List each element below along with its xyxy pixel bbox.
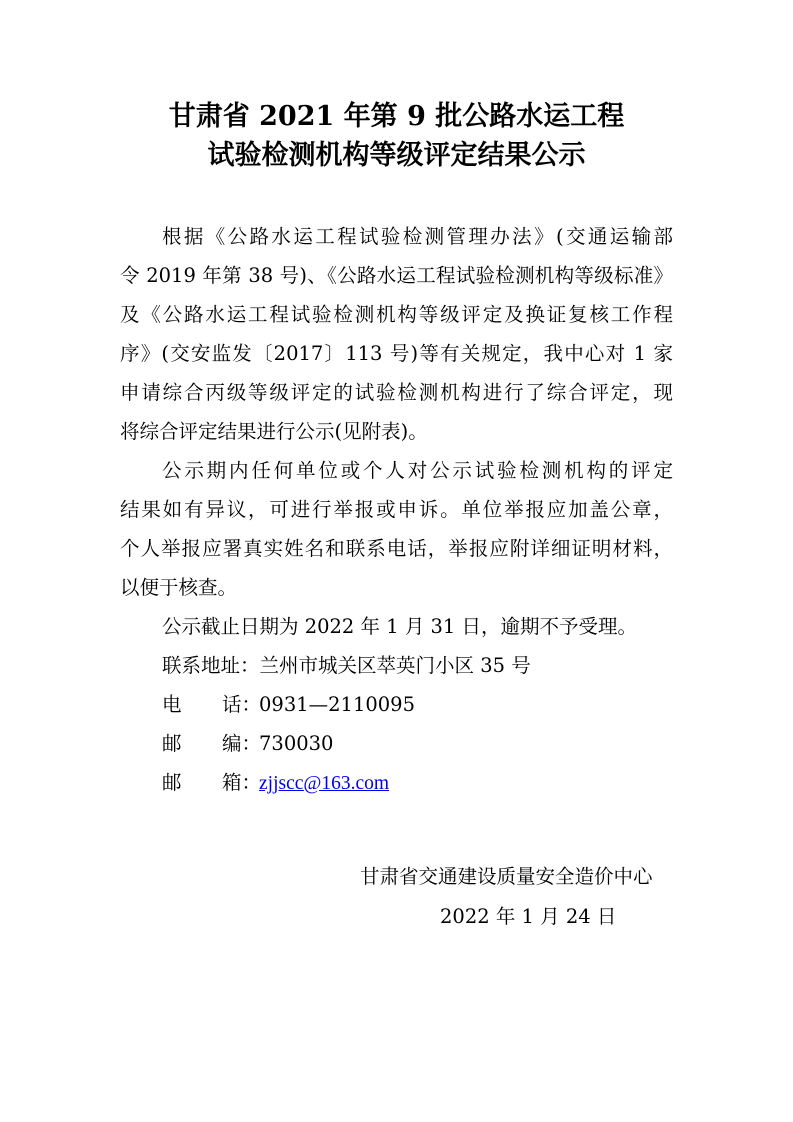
address-label: 联系地址： bbox=[162, 654, 260, 677]
paragraph-2-line: 个人举报应署真实姓名和联系电话，举报应附详细证明材料， bbox=[120, 537, 673, 560]
phone-row bbox=[162, 691, 415, 718]
deadline-text: 公示截止日期为 2022 年 1 月 31 日，逾期不予受理。 bbox=[162, 615, 638, 638]
paragraph-2-line: 公示期内任何单位或个人对公示试验检测机构的评定 bbox=[162, 459, 673, 482]
phone-value: 0931—2110095 bbox=[259, 693, 415, 716]
postcode-value: 730030 bbox=[259, 732, 334, 755]
page-title-line-2: 试验检测机构等级评定结果公示 bbox=[207, 140, 586, 171]
paragraph-1-line: 申请综合丙级等级评定的试验检测机构进行了综合评定，现 bbox=[120, 381, 673, 404]
paragraph-1-line: 及《公路水运工程试验检测机构等级评定及换证复核工作程 bbox=[120, 303, 673, 326]
email-label-a: 邮 bbox=[162, 771, 182, 794]
page-title-line-1: 甘肃省 2021 年第 9 批公路水运工程 bbox=[168, 101, 625, 132]
phone-label-b: 话： bbox=[222, 693, 262, 716]
email-link[interactable]: zjjscc@163.com bbox=[259, 773, 390, 794]
address-row bbox=[162, 652, 531, 679]
paragraph-1-line: 令 2019 年第 38 号)、《公路水运工程试验检测机构等级标准》 bbox=[120, 264, 673, 287]
paragraph-1-line: 将综合评定结果进行公示(见附表)。 bbox=[120, 420, 428, 443]
postcode-label-b: 编： bbox=[222, 732, 262, 755]
address-value: 兰州市城关区萃英门小区 35 号 bbox=[259, 654, 531, 677]
phone-label-a: 电 bbox=[162, 693, 182, 716]
paragraph-2-line: 结果如有异议，可进行举报或申诉。单位举报应加盖公章， bbox=[120, 498, 673, 521]
email-row bbox=[162, 769, 389, 797]
postcode-row bbox=[162, 730, 333, 757]
paragraph-1-line: 根据《公路水运工程试验检测管理办法》(交通运输部 bbox=[162, 225, 673, 248]
postcode-label-a: 邮 bbox=[162, 732, 182, 755]
paragraph-1-line: 序》(交安监发〔2017〕113 号)等有关规定，我中心对 1 家 bbox=[120, 342, 673, 365]
email-label-b: 箱： bbox=[222, 771, 262, 794]
signature-organization: 甘肃省交通建设质量安全造价中心 bbox=[360, 865, 653, 888]
signature-date: 2022 年 1 月 24 日 bbox=[440, 905, 617, 928]
paragraph-2-line: 以便于核查。 bbox=[120, 576, 238, 599]
